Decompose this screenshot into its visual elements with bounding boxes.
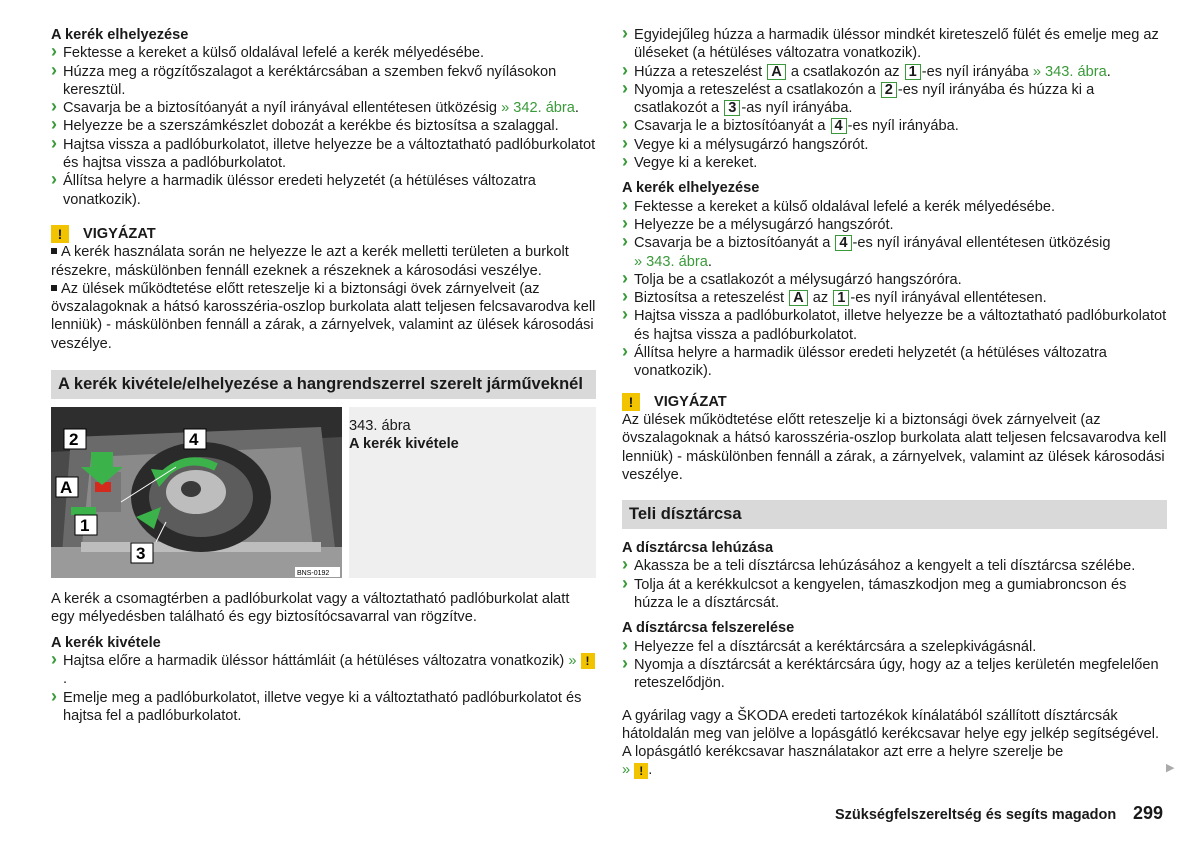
warning-icon[interactable]: ! xyxy=(581,653,595,669)
paragraph: A kerék a csomagtérben a padlóburkolat vagy a változtatható padlóburkolat alatt egy mélyedésben található és egy biztosítócsavarral van rögzítve. xyxy=(51,591,570,626)
step-text: -es nyíl irányába és húzza ki a csatlakozót a xyxy=(634,81,1095,117)
right-column xyxy=(622,26,1167,780)
step: › Akassza be a teli dísztárcsa lehúzásához a kengyelt a teli dísztárcsa szélébe. xyxy=(622,557,1167,575)
step: › Nyomja a dísztárcsát a keréktárcsára úgy, hogy az a teljes kerületén megfelelően reteszelődjön. xyxy=(622,656,1167,693)
step-text: az xyxy=(808,290,833,307)
warning-text: Az ülések működtetése előtt reteszelje ki a biztonsági övek zárnyelveit (az övszalagoknak a hátsó karosszéria-oszlop burkolata alatt teljesen felcsavarodva kell lenniük) - máskülönben fennáll a zárak, a zárnyelvek, valamint az ülések károsodási veszélye. xyxy=(622,411,1167,483)
figure-number: 343. ábra xyxy=(349,418,411,435)
left-column xyxy=(51,26,596,725)
warning-title: VIGYÁZAT xyxy=(654,393,727,410)
warning-item xyxy=(51,243,596,280)
step-text: . xyxy=(574,100,579,117)
section-title: A kerék kivétele/elhelyezése a hangrendszerrel szerelt járműveknél xyxy=(51,370,596,399)
step-text: Csavarja be a biztosítóanyát a nyíl irányával ellentétesen ütközésig xyxy=(63,100,502,117)
figure-title: A kerék kivétele xyxy=(349,436,459,453)
callout-box: 3 xyxy=(724,100,740,116)
figure-caption xyxy=(349,407,596,578)
chapter-title: Szükségfelszereltség és segíts magadon xyxy=(835,807,1117,823)
heading-wheel-removal: A kerék kivétele xyxy=(51,634,161,651)
figure-label: 2 xyxy=(69,430,79,450)
step: › Vegye ki a kereket. xyxy=(622,154,1167,172)
warning-text: Az ülések működtetése előtt reteszelje ki a biztonsági övek zárnyelveit (az övszalagoknak a hátsó karosszéria-oszlop burkolata alatt teljesen felcsavarodva kell lenniük) - máskülönben fennáll a zárak, a zárnyelvek, valamint az ülések károsodási veszélye. xyxy=(51,280,596,352)
step: › Helyezze be a szerszámkészlet dobozát a kerékbe és biztosítsa a szalaggal. xyxy=(51,117,596,135)
warning-icon[interactable]: ! xyxy=(634,763,648,779)
heading-hubcap-removal: A dísztárcsa lehúzása xyxy=(622,540,774,557)
step: › Emelje meg a padlóburkolatot, illetve vegye ki a változtatható padlóburkolatot és hajtsa fel a padlóburkolatot. xyxy=(51,689,596,726)
warning-icon: ! xyxy=(51,225,69,243)
figure-343 xyxy=(51,407,596,578)
step: › Egyidejűleg húzza a harmadik üléssor mindkét kireteszelő fülét és emelje meg az üléseket (a hétüléses változatra vonatkozik). xyxy=(622,26,1167,63)
step xyxy=(51,99,596,117)
step-text: -es nyíl irányába. xyxy=(847,118,959,135)
warning-item xyxy=(51,280,596,353)
bullet-square-icon xyxy=(51,248,57,254)
callout-box: A xyxy=(767,64,786,80)
heading-hubcap-install: A dísztárcsa felszerelése xyxy=(622,620,795,637)
step: › Helyezze fel a dísztárcsát a keréktárcsára a szelepkivágásnál. xyxy=(622,638,1167,656)
step-text: -es nyíl irányával ellentétesen. xyxy=(850,290,1047,307)
step: › Fektesse a kereket a külső oldalával lefelé a kerék mélyedésébe. xyxy=(51,44,596,62)
callout-box: 1 xyxy=(905,64,921,80)
step: › Hajtsa vissza a padlóburkolatot, illetve helyezze be a változtatható padlóburkolatot és hajtsa vissza a padlóburkolatot. xyxy=(622,307,1167,344)
warning-icon: ! xyxy=(622,393,640,411)
figure-label: A xyxy=(60,478,73,498)
step: › Tolja át a kerékkulcsot a kengyelen, támaszkodjon meg a gumiabroncson és húzza le a dísztárcsát. xyxy=(622,576,1167,613)
step: › Hajtsa előre a harmadik üléssor háttámláit (a hétüléses változatra vonatkozik) » !. xyxy=(51,652,596,689)
callout-box: 4 xyxy=(835,235,851,251)
step xyxy=(622,289,1167,307)
callout-box: 1 xyxy=(833,290,849,306)
step-text: -es nyíl irányával ellentétesen ütközésig xyxy=(852,235,1111,252)
figure-label: 1 xyxy=(80,516,90,536)
page-number: 299 xyxy=(1133,803,1164,823)
trunk-wheel-illustration xyxy=(51,407,342,578)
heading-wheel-placement: A kerék elhelyezése xyxy=(622,180,760,197)
paragraph-text: A gyárilag vagy a ŠKODA eredeti tartozékok kínálatából szállított dísztárcsák hátoldalán meg van jelölve a lopásgátló kerékcsavar helye egy jelkép segítségével. A lopásgátló kerékcsavar használatakor azt erre a helyre szerelje be xyxy=(622,707,1160,761)
figure-link[interactable]: » 343. ábra xyxy=(634,253,708,270)
step-text: . xyxy=(707,253,712,270)
step: › Fektesse a kereket a külső oldalával lefelé a kerék mélyedésébe. xyxy=(622,198,1167,216)
step-text: Nyomja a reteszelést a csatlakozón a xyxy=(634,81,880,98)
step-text: Csavarja be a biztosítóanyát a xyxy=(634,235,835,252)
callout-box: 4 xyxy=(831,118,847,134)
paragraph: A gyárilag vagy a ŠKODA eredeti tartozékok kínálatából szállított dísztárcsák hátoldalán meg van jelölve a lopásgátló kerékcsavar helye egy jelkép segítségével. A lopásgátló kerékcsavar használatakor azt erre a helyre szerelje be » ! . xyxy=(622,707,1160,779)
callout-box: A xyxy=(789,290,808,306)
section-title: Teli dísztárcsa xyxy=(622,500,1167,529)
warning-text: A kerék használata során ne helyezze le azt a kerék melletti területen a burkolt részekre, máskülönben fennáll ezeknek a részeknek a károsodási veszélye. xyxy=(51,244,569,279)
figure-label: 4 xyxy=(189,430,199,450)
callout-box: 2 xyxy=(881,82,897,98)
figure-link[interactable]: » 342. ábra xyxy=(501,100,575,117)
step: › Állítsa helyre a harmadik üléssor eredeti helyzetét (a hétüléses változatra vonatkozik). xyxy=(51,172,596,209)
heading-wheel-placement: A kerék elhelyezése xyxy=(51,27,189,43)
step: › Hajtsa vissza a padlóburkolatot, illetve helyezze be a változtatható padlóburkolatot és hajtsa vissza a padlóburkolatot. xyxy=(51,136,596,173)
next-page-arrow-icon[interactable]: ▶ xyxy=(1166,762,1175,774)
step-text: . xyxy=(1106,63,1111,80)
step: › Helyezze be a mélysugárzó hangszórót. xyxy=(622,216,1167,234)
figure-link[interactable]: » 343. ábra xyxy=(1032,63,1107,80)
bullet-square-icon xyxy=(51,285,57,291)
step-text: Biztosítsa a reteszelést xyxy=(634,290,789,307)
step-text: Húzza a reteszelést xyxy=(634,63,767,80)
warning-link[interactable]: » xyxy=(568,652,577,669)
step xyxy=(622,81,1167,118)
figure-code: BNS-0192 xyxy=(297,570,330,578)
step xyxy=(622,117,1167,135)
step-text: -as nyíl irányába. xyxy=(741,100,853,117)
figure-label: 3 xyxy=(136,544,146,564)
warning-header xyxy=(51,225,596,243)
step: › Vegye ki a mélysugárzó hangszórót. xyxy=(622,136,1167,154)
step xyxy=(622,234,1167,271)
step: › Tolja be a csatlakozót a mélysugárzó hangszóróra. xyxy=(622,271,1167,289)
step-text: a csatlakozón az xyxy=(786,63,904,80)
warning-header xyxy=(622,393,1167,411)
step: › Állítsa helyre a harmadik üléssor eredeti helyzetét (a hétüléses változatra vonatkozik). xyxy=(622,344,1167,381)
step-text: -es nyíl irányába xyxy=(921,63,1033,80)
step xyxy=(622,63,1167,81)
warning-title: VIGYÁZAT xyxy=(83,225,156,242)
step-text: Csavarja le a biztosítóanyát a xyxy=(634,118,830,135)
warning-link[interactable]: » xyxy=(622,762,631,779)
step-text: Hajtsa előre a harmadik üléssor háttámláit (a hétüléses változatra vonatkozik) xyxy=(63,652,569,669)
figure-image xyxy=(51,407,342,578)
step: › Húzza meg a rögzítőszalagot a keréktárcsában a szemben fekvő nyílásokon keresztül. xyxy=(51,63,596,100)
